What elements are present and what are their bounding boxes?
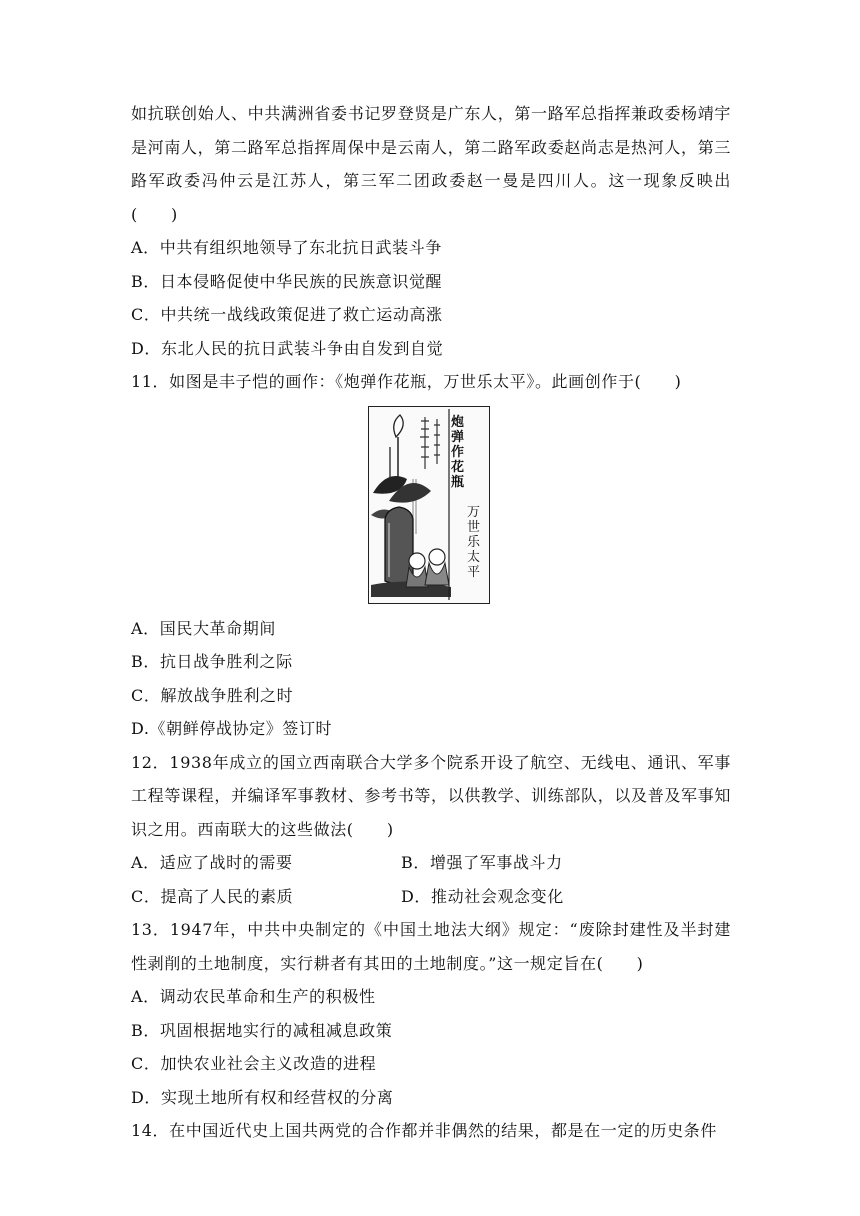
q11-option-b: B．抗日战争胜利之际 bbox=[131, 652, 293, 671]
painting-figure bbox=[368, 406, 490, 604]
q13-option-c: C．加快农业社会主义改造的进程 bbox=[131, 1054, 377, 1073]
q10-option-a: A．中共有组织地领导了东北抗日武装斗争 bbox=[131, 238, 442, 257]
q12-option-b: B．增强了军事战斗力 bbox=[401, 853, 563, 872]
q10-option-d: D．东北人民的抗日武装斗争由自发到自觉 bbox=[131, 338, 444, 358]
question-11-stem: 11．如图是丰子恺的画作：《炮弹作花瓶，万世乐太平》。此画创作于( ) bbox=[131, 372, 682, 391]
q10-option-c: C．中共统一战线政策促进了救亡运动高涨 bbox=[131, 305, 443, 324]
q11-option-c: C．解放战争胜利之时 bbox=[131, 685, 294, 705]
q13-option-d: D．实现土地所有权和经营权的分离 bbox=[131, 1087, 394, 1107]
painting-subtitle: 万世乐太平 bbox=[467, 504, 481, 580]
question-14-stem: 14．在中国近代史上国共两党的合作都并非偶然的结果，都是在一定的历史条件 bbox=[131, 1121, 717, 1140]
q13-option-b: B．巩固根据地实行的减租减息政策 bbox=[131, 1020, 393, 1040]
painting-title: 炮弹作花瓶 bbox=[451, 414, 465, 490]
question-13-stem: 13．1947年，中共中央制定的《中国土地法大纲》规定：“废除封建性及半封建性剥削的土地制度，实行耕者有其田的土地制度。”这一规定旨在( ) bbox=[131, 920, 731, 973]
q12-option-a: A．适应了战时的需要 bbox=[131, 853, 293, 872]
question-10-stem: 如抗联创始人、中共满洲省委书记罗登贤是广东人，第一路军总指挥兼政委杨靖宇是河南人，第二路军总指挥周保中是云南人，第二路军政委赵尚志是热河人，第三路军政委冯仲云是江苏人，第三军二团政委赵一曼是四川人。这一现象反映出( ) bbox=[131, 104, 731, 224]
q10-option-b: B．日本侵略促使中华民族的民族意识觉醒 bbox=[131, 271, 443, 291]
q12-option-c: C．提高了人民的素质 bbox=[131, 886, 294, 906]
q12-option-d: D．推动社会观念变化 bbox=[401, 886, 564, 906]
question-12-stem: 12．1938年成立的国立西南联合大学多个院系开设了航空、无线电、通讯、军事工程等课程，并编译军事教材、参考书等，以供教学、训练部队，以及普及军事知识之用。西南联大的这些做法( ) bbox=[131, 752, 731, 839]
q12-options-row-1 bbox=[131, 846, 731, 880]
q13-option-a: A．调动农民革命和生产的积极性 bbox=[131, 987, 376, 1006]
exam-page bbox=[131, 97, 731, 1148]
q12-options-row-2 bbox=[131, 880, 731, 914]
q11-option-a: A．国民大革命期间 bbox=[131, 618, 276, 638]
q11-option-d: D.《朝鲜停战协定》签订时 bbox=[131, 719, 333, 738]
